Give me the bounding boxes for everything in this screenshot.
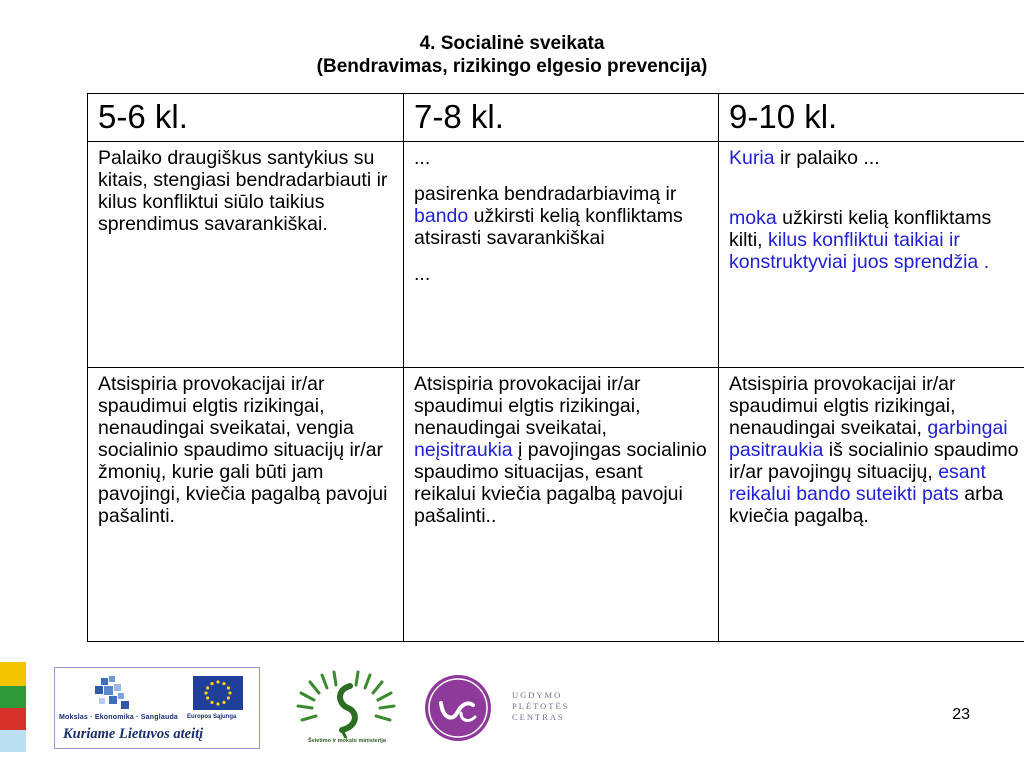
cell-para: ... bbox=[414, 263, 431, 285]
cell-text: arba kviečia pagalbą. bbox=[729, 483, 1004, 527]
cell-text: užkirsti kelią konfliktams atsirasti savarankiškai bbox=[414, 205, 683, 249]
slide-title bbox=[0, 32, 1024, 78]
header-grade-5-6: 5-6 kl. bbox=[88, 94, 404, 142]
upc-logo-icon bbox=[423, 673, 493, 743]
stripe-yellow bbox=[0, 662, 26, 686]
title-line-2: (Bendravimas, rizikingo elgesio prevencija) bbox=[316, 56, 708, 77]
highlighted-text: moka bbox=[729, 207, 777, 229]
cell-para bbox=[414, 183, 708, 249]
stripe-red bbox=[0, 708, 26, 730]
mosaic-icon bbox=[91, 676, 137, 714]
ministry-logo-icon bbox=[292, 668, 400, 748]
header-grade-7-8: 7-8 kl. bbox=[404, 94, 719, 142]
cell-para bbox=[729, 147, 1024, 169]
page-number: 23 bbox=[952, 706, 970, 723]
header-grade-9-10: 9-10 kl. bbox=[719, 94, 1024, 142]
table-row bbox=[88, 142, 1024, 368]
highlighted-text: neįsitraukia bbox=[414, 439, 513, 461]
upc-line-3: CENTRAS bbox=[512, 712, 565, 722]
highlighted-text: garbingai pasitraukia bbox=[729, 417, 1008, 461]
cell-text: ir palaiko ... bbox=[774, 147, 880, 169]
ministry-caption: Švietimo ir mokslo ministerija bbox=[308, 738, 386, 744]
cell-para bbox=[729, 207, 1024, 273]
table-row bbox=[88, 368, 1024, 642]
title-line-1: 4. Socialinė sveikata bbox=[419, 33, 605, 54]
upc-line-1: UGDYMO bbox=[512, 690, 563, 700]
cell-r1-c1 bbox=[88, 142, 404, 368]
stripe-green bbox=[0, 686, 26, 708]
logo-motto: Kuriame Lietuvos ateitį bbox=[63, 726, 204, 742]
highlighted-text: esant reikalui bando suteikti pats bbox=[729, 461, 986, 505]
cell-para: ... bbox=[414, 147, 431, 169]
cell-r1-c2 bbox=[404, 142, 719, 368]
cell-r2-c2 bbox=[404, 368, 719, 642]
upc-wordmark bbox=[512, 690, 569, 723]
cell-text: pasirenka bendradarbiavimą ir bbox=[414, 183, 677, 205]
cell-text: Atsispiria provokacijai ir/ar spaudimui elgtis rizikingai, nenaudingai sveikatai, vengia socialinio spaudimo situacijų ir/ar žmonių, kurie gali būti jam pavojingi, kviečia pagalbą pavojui pašalinti. bbox=[98, 373, 388, 527]
table-header-row bbox=[88, 94, 1024, 142]
eu-funding-logo bbox=[54, 667, 260, 749]
cell-text: į pavojingas socialinio spaudimo situacijas, esant reikalui kviečia pagalbą pavojui pašalinti.. bbox=[414, 439, 707, 527]
cell-text: Atsispiria provokacijai ir/ar spaudimui elgtis rizikingai, nenaudingai sveikatai, bbox=[729, 373, 956, 439]
highlighted-text: Kuria bbox=[729, 147, 775, 169]
stripe-lightblue bbox=[0, 730, 26, 752]
cell-r2-c1 bbox=[88, 368, 404, 642]
cell-text: Palaiko draugiškus santykius su kitais, stengiasi bendradarbiauti ir kilus konfliktui siūlo taikius sprendimus savarankiškai. bbox=[98, 147, 388, 235]
highlighted-text: bando bbox=[414, 205, 469, 227]
cell-text: iš socialinio spaudimo ir/ar pavojingų situacijų, bbox=[729, 439, 1019, 483]
cell-r1-c3 bbox=[719, 142, 1024, 368]
competency-table bbox=[87, 93, 1024, 642]
cell-text: Atsispiria provokacijai ir/ar spaudimui elgtis rizikingai, nenaudingai sveikatai, bbox=[414, 373, 641, 439]
logo-small-right: Europos Sąjunga bbox=[187, 714, 237, 720]
upc-line-2: PLĖTOTĖS bbox=[512, 701, 570, 711]
logo-small-left: Mokslas · Ekonomika · Sanglauda bbox=[59, 714, 179, 721]
cell-r2-c3 bbox=[719, 368, 1024, 642]
highlighted-text: kilus konfliktui taikiai ir konstruktyviai juos sprendžia . bbox=[729, 229, 990, 273]
eu-flag-icon bbox=[193, 676, 243, 710]
cell-text: užkirsti kelią konfliktams kilti, bbox=[729, 207, 992, 251]
